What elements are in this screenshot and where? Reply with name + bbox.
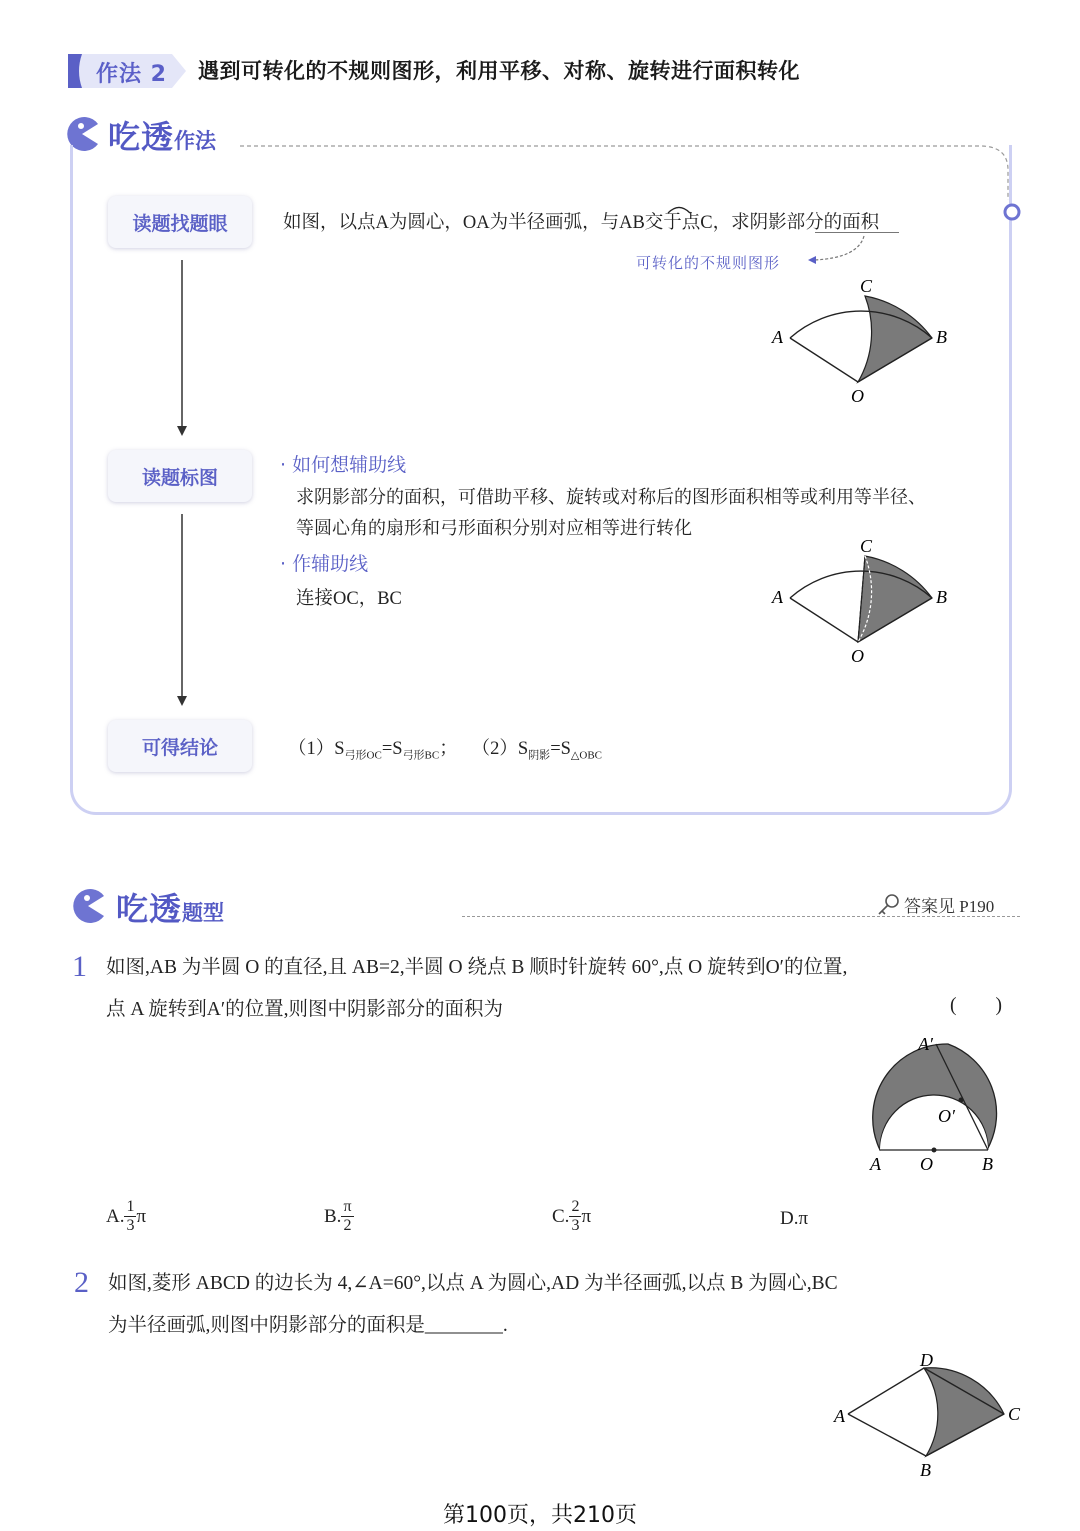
- option-c[interactable]: C. $\frac{2}{3}$ π: [552, 1198, 592, 1234]
- label-O: O: [851, 646, 864, 666]
- figure-rotated-semicircle: [860, 1030, 1030, 1180]
- option-a[interactable]: A. $\frac{1}{3}$ π: [106, 1198, 147, 1234]
- label-B: B: [920, 1460, 931, 1480]
- flow-arrows: [172, 258, 192, 718]
- label-O-prime: O′: [938, 1106, 955, 1126]
- underline-mark: [815, 232, 899, 233]
- ring-marker-icon: [1002, 202, 1022, 222]
- label-B: B: [936, 327, 947, 347]
- label-B: B: [936, 587, 947, 607]
- pacman-icon: [70, 888, 110, 924]
- method-tag-label: 作法 2: [96, 62, 167, 87]
- answer-reference: 答案见 P190: [904, 897, 995, 916]
- bullet-draw-aux-line: · 作辅助线: [280, 553, 369, 575]
- conclusion-text: $(1)S_{弓形OC}=S_{弓形BC}$； $(2)S_{阴影}=S_{\triangle OBC}$: [288, 739, 602, 762]
- note-arrow: [806, 234, 866, 268]
- question-1-line-1: 如图,AB 为半圆 O 的直径,且 AB=2,半圆 O 绕点 B 顺时针旋转 60°,点 O 旋转到O′的位置,: [106, 957, 848, 978]
- label-O: O: [851, 386, 864, 406]
- option-b[interactable]: B. $\frac{\pi}{2}$: [324, 1198, 352, 1234]
- label-A: A: [772, 587, 783, 607]
- figure-rhombus: [828, 1350, 1028, 1480]
- question-1-number: 1: [72, 950, 87, 983]
- label-B: B: [982, 1154, 993, 1174]
- irregular-shape-note: 可转化的不规则图形: [636, 254, 781, 272]
- option-d[interactable]: D.π: [780, 1208, 809, 1229]
- desc-line-2: 等圆心角的扇形和弓形面积分别对应相等进行转化: [296, 518, 692, 538]
- question-2-line-2: 为半径画弧,则图中阴影部分的面积是________.: [108, 1315, 508, 1336]
- label-A: A: [772, 327, 783, 347]
- question-1-line-2: 点 A 旋转到A′的位置,则图中阴影部分的面积为: [106, 999, 503, 1020]
- section2-heading: 吃透题型: [116, 890, 225, 928]
- desc-line-1: 求阴影部分的面积，可借助平移、旋转或对称后的图形面积相等或利用等半径、: [296, 487, 926, 507]
- step-read-find-key: 读题找题眼: [108, 196, 252, 248]
- section1-heading: 吃透作法: [108, 118, 217, 156]
- label-C: C: [860, 276, 873, 296]
- connect-oc-bc: 连接OC，BC: [296, 589, 402, 609]
- step-read-mark-figure: 读题标图: [108, 450, 252, 502]
- label-O: O: [920, 1154, 933, 1174]
- step1-problem-text: 如图，以点A为圆心，OA为半径画弧，与AB交于点C，求阴影部分的面积: [283, 213, 880, 233]
- label-C: C: [860, 536, 873, 556]
- question-2-number: 2: [74, 1266, 89, 1299]
- label-A-prime: A′: [918, 1034, 933, 1054]
- bullet-how-aux-line: · 如何想辅助线: [280, 454, 407, 476]
- method-title: 遇到可转化的不规则图形，利用平移、对称、旋转进行面积转化: [198, 59, 800, 83]
- answer-bracket: ( ): [950, 995, 1002, 1016]
- label-A: A: [870, 1154, 881, 1174]
- page-footer: 第100页，共210页: [443, 1503, 637, 1528]
- arc-hat-symbol: [664, 204, 694, 214]
- label-A: A: [834, 1406, 845, 1426]
- key-icon: [876, 892, 902, 918]
- step-conclusion: 可得结论: [108, 720, 252, 772]
- label-C: C: [1008, 1404, 1021, 1424]
- figure-sector-2: [760, 536, 960, 672]
- figure-sector-1: [760, 276, 960, 412]
- question-2-line-1: 如图,菱形 ABCD 的边长为 4,∠A=60°,以点 A 为圆心,AD 为半径画弧,以点 B 为圆心,BC: [108, 1273, 838, 1294]
- label-D: D: [920, 1350, 933, 1370]
